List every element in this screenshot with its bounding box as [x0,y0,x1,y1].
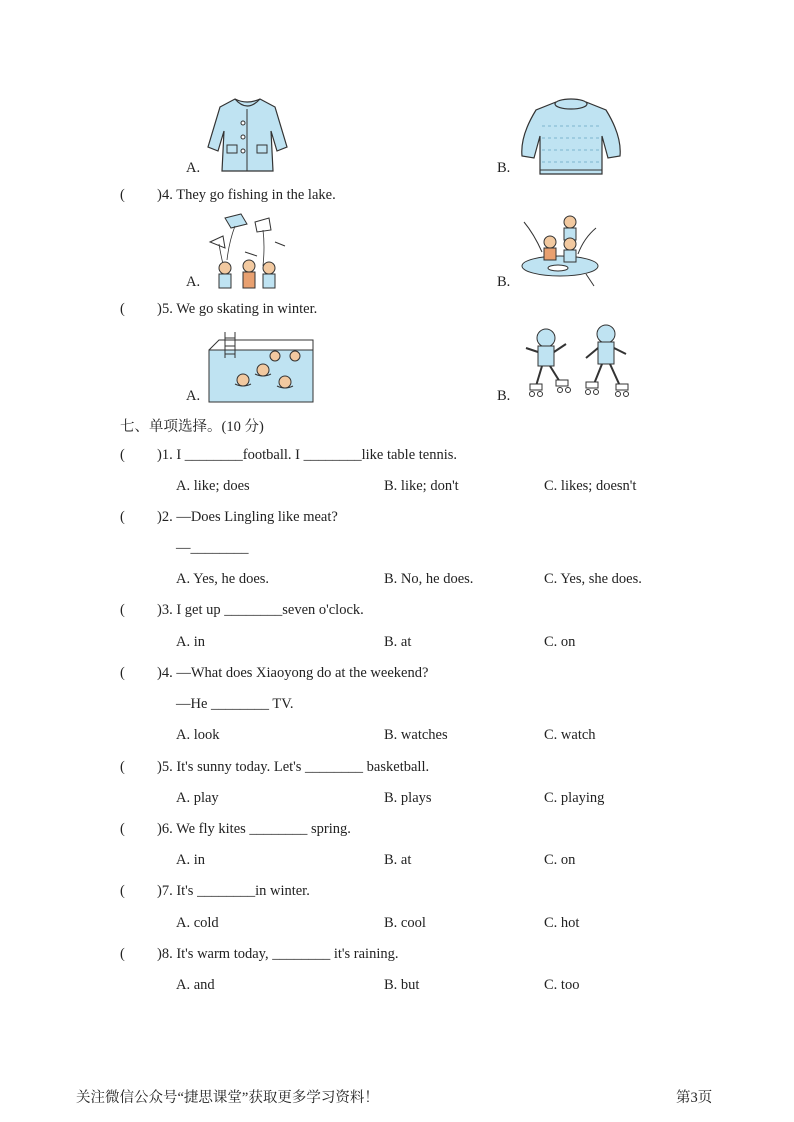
item-8-stem: )8. It's warm today, ________ it's raining. [157,946,399,962]
item-6-stem: )6. We fly kites ________ spring. [157,821,351,837]
item-5-option-a: A. play [176,790,219,806]
item-6-option-c: C. on [544,852,576,868]
coat-picture [205,95,290,175]
roller-skating-picture [520,324,650,404]
item-2-paren: ( [120,509,125,525]
item-8-option-a: A. and [176,977,215,993]
item-2-stem: )2. —Does Lingling like meat? [157,509,338,525]
item-8-option-c: C. too [544,977,580,993]
page-number: 第3页 [676,1090,713,1106]
sweater-picture [518,96,624,178]
q4-option-a-label: A. [186,274,201,290]
item-5-stem: )5. It's sunny today. Let's ________ basketball. [157,759,430,775]
item-3-option-c: C. on [544,634,576,650]
item-5-paren: ( [120,759,125,775]
item-7-paren: ( [120,883,125,899]
ice-fishing-picture [520,212,600,290]
q4-option-b-label: B. [497,274,511,290]
item-5-option-c: C. playing [544,790,605,806]
item-1-option-a: A. like; does [176,478,250,494]
footer-promo-text: 关注微信公众号“捷思课堂”获取更多学习资料！ [76,1090,379,1106]
q5-close-paren: ) [157,301,162,317]
q5-option-a-label: A. [186,388,201,404]
item-1-option-c: C. likes; doesn't [544,478,637,494]
item-3-paren: ( [120,602,125,618]
item-1-stem: )1. I ________football. I ________like table tennis. [157,447,458,463]
item-4-stem: )4. —What does Xiaoyong do at the weekend? [157,665,429,681]
kite-flying-picture [205,212,295,290]
item-1-option-b: B. like; don't [384,478,459,494]
item-3-option-a: A. in [176,634,205,650]
q3-option-a-label: A. [186,160,201,176]
item-3-stem: )3. I get up ________seven o'clock. [157,602,364,618]
q5-option-b-label: B. [497,388,511,404]
item-8-option-b: B. but [384,977,420,993]
item-4-paren: ( [120,665,125,681]
item-3-option-b: B. at [384,634,412,650]
item-4-answer-line: —He ________ TV. [176,696,294,712]
item-1-paren: ( [120,447,125,463]
item-4-option-c: C. watch [544,727,596,743]
item-2-option-a: A. Yes, he does. [176,571,270,587]
q4-question: 4. They go fishing in the lake. [162,187,336,203]
item-4-option-b: B. watches [384,727,448,743]
item-7-option-c: C. hot [544,915,580,931]
q4-paren: ( [120,187,125,203]
item-6-option-a: A. in [176,852,205,868]
item-6-paren: ( [120,821,125,837]
item-5-option-b: B. plays [384,790,432,806]
q3-option-b-label: B. [497,160,511,176]
item-6-option-b: B. at [384,852,412,868]
item-7-option-a: A. cold [176,915,219,931]
q5-paren: ( [120,301,125,317]
section-7-title: 七、单项选择。(10 分) [120,419,264,435]
swimming-pool-picture [205,328,315,404]
q5-question: 5. We go skating in winter. [162,301,318,317]
item-8-paren: ( [120,946,125,962]
item-2-answer-line: —________ [176,540,249,556]
item-7-stem: )7. It's ________in winter. [157,883,310,899]
item-4-option-a: A. look [176,727,220,743]
item-7-option-b: B. cool [384,915,426,931]
item-2-option-b: B. No, he does. [384,571,474,587]
q4-close-paren: ) [157,187,162,203]
item-2-option-c: C. Yes, she does. [544,571,642,587]
